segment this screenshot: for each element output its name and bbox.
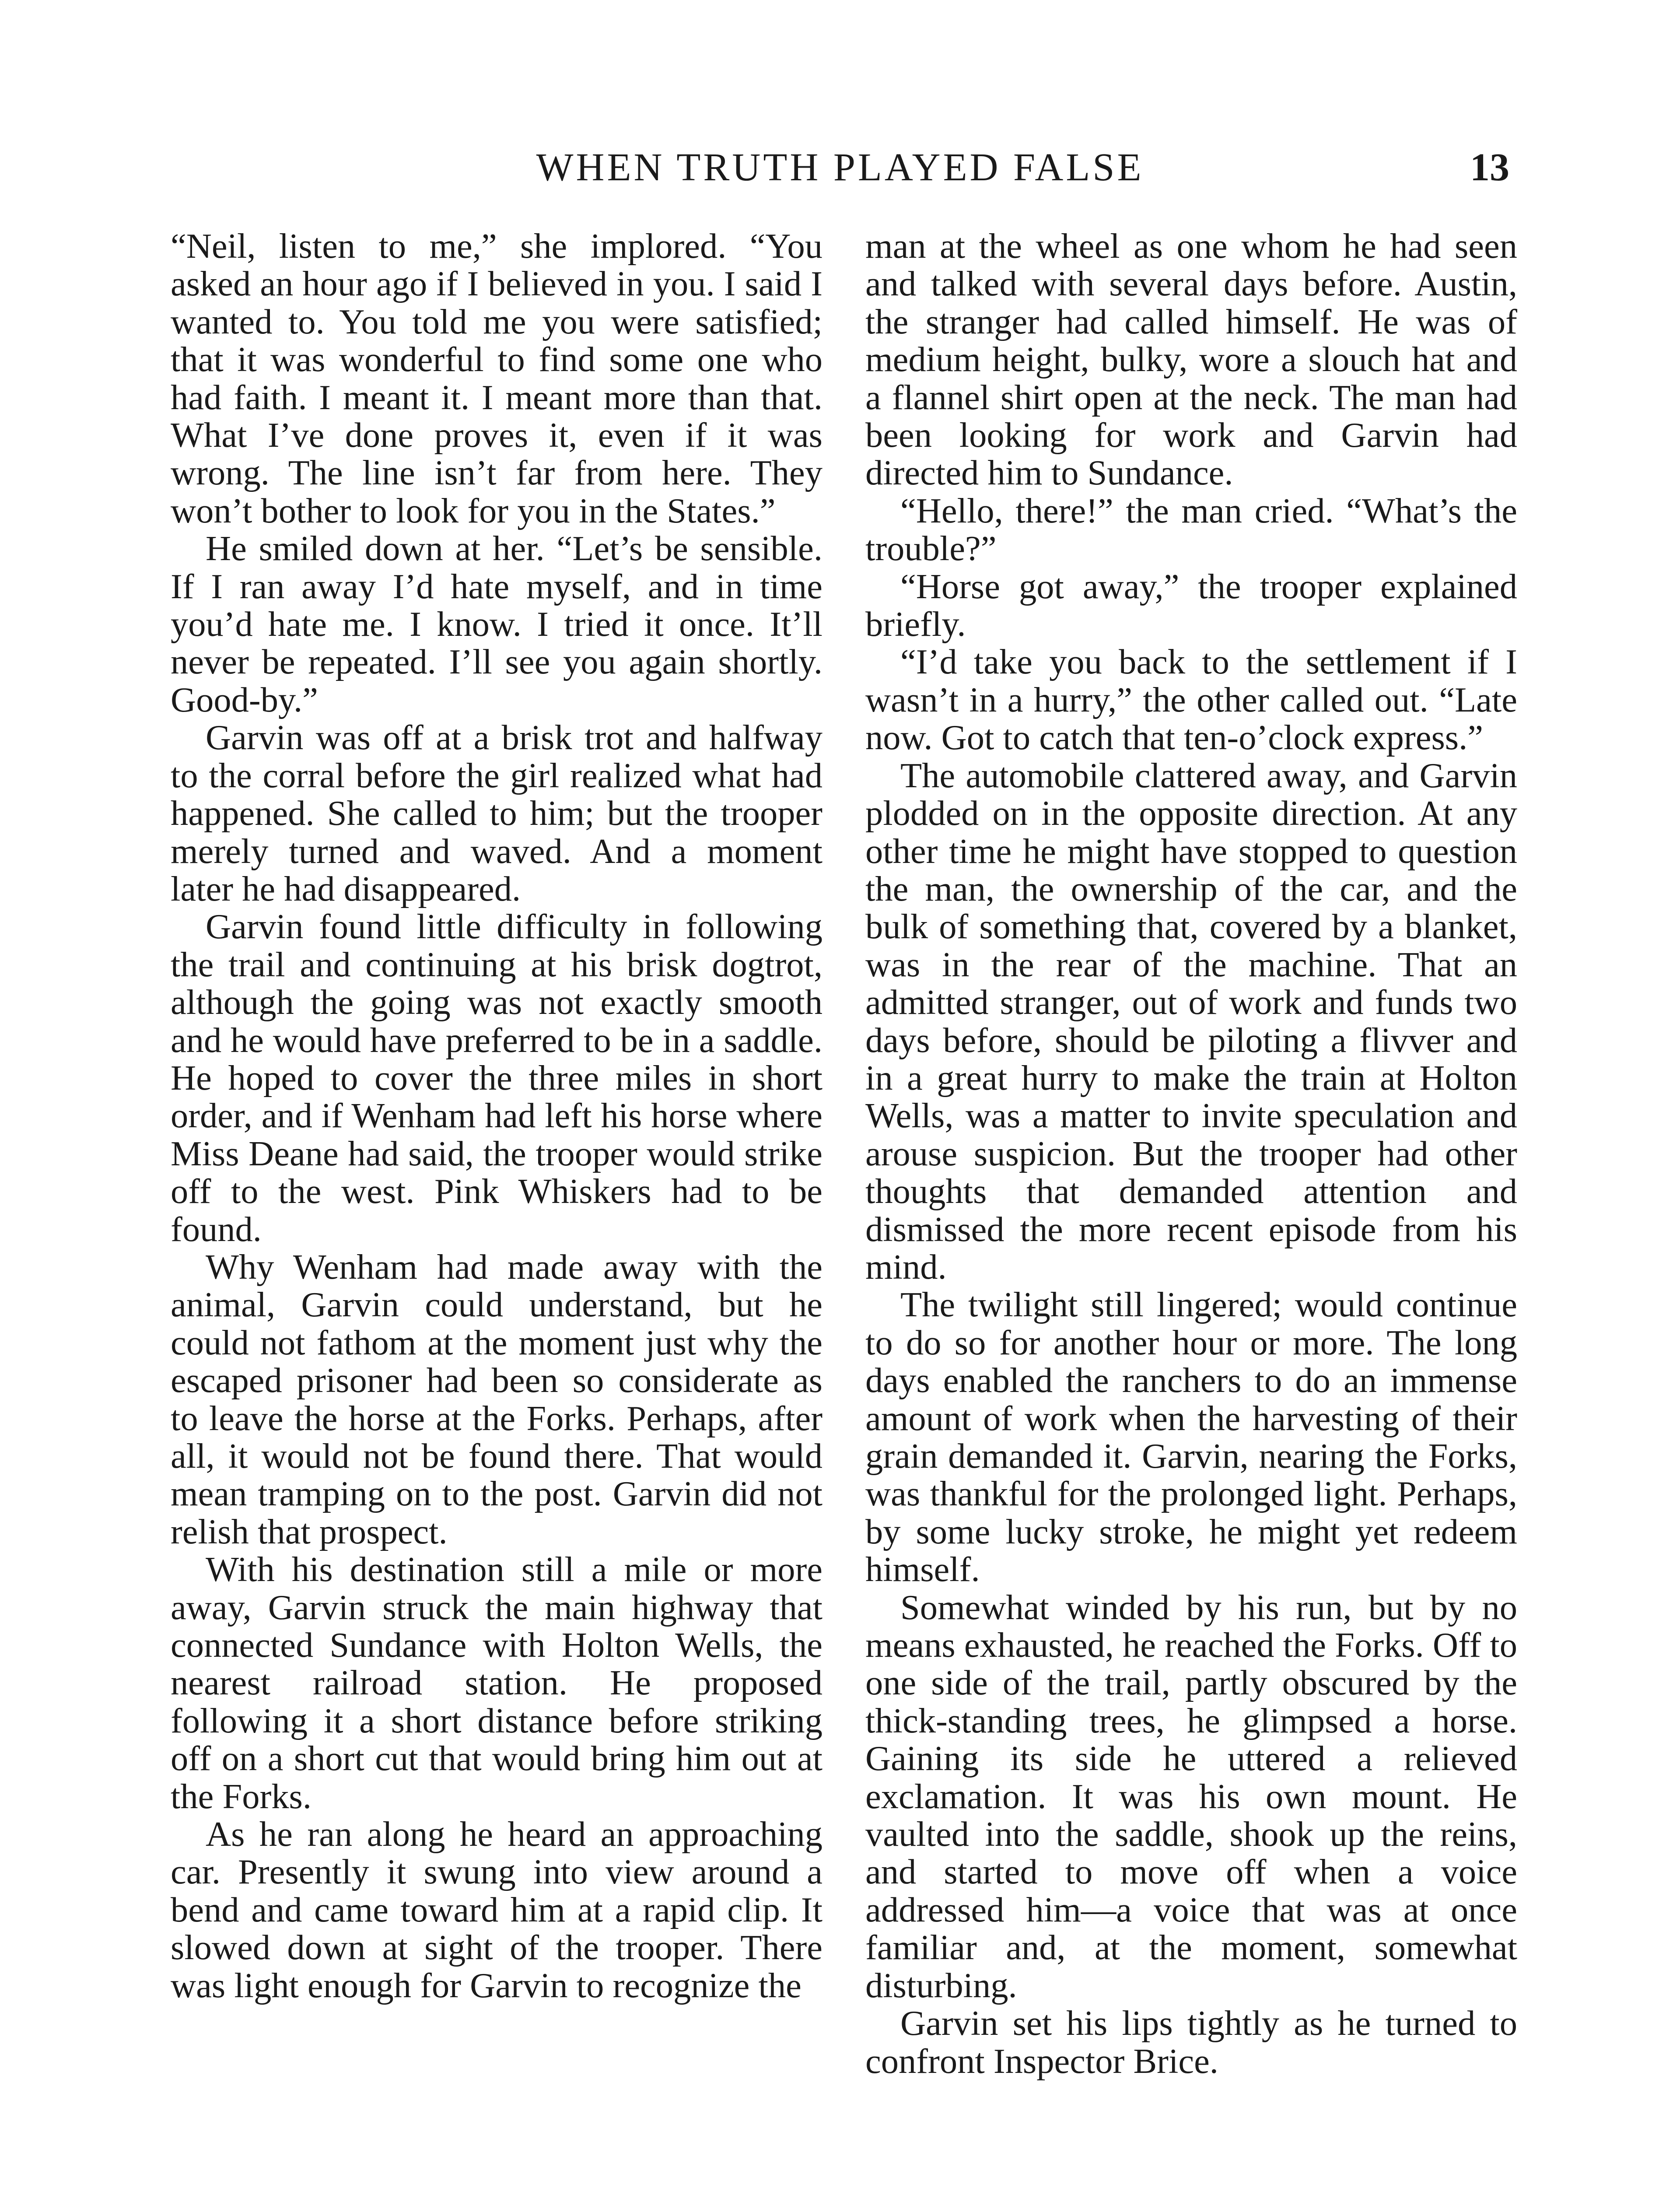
paragraph: With his destination still a mile or more away, Garvin struck the main highway that connected Sundance with Holton Wells, the nearest railroad station. He proposed following it a short distance before striking off on a short cut that would bring him out at the Forks.	[171, 1550, 822, 1816]
paragraph: The automobile clattered away, and Garvin plodded on in the opposite direction. At any other time he might have stopped to question the man, the ownership of the car, and the bulk of something that, covered by a blanket, was in the rear of the machine. That an admitted stranger, out of work and funds two days before, should be piloting a flivver and in a great hurry to make the train at Holton Wells, was a matter to invite speculation and arouse suspicion. But the trooper had other thoughts that demanded attention and dismissed the more recent episode from his mind.	[865, 756, 1517, 1287]
paragraph: “Hello, there!” the man cried. “What’s the trouble?”	[865, 491, 1517, 568]
paragraph: “Neil, listen to me,” she implored. “You asked an hour ago if I believed in you. I said I wanted to. You told me you were satisfied; that it was wonderful to find some one who had faith. I meant it. I meant more than that. What I’ve done proves it, even if it was wrong. The line isn’t far from here. They won’t bother to look for you in the States.”	[171, 227, 822, 530]
paragraph: Garvin found little difficulty in following the trail and continuing at his brisk dogtrot, although the going was not exactly smooth and he would have preferred to be in a saddle. He hoped to cover the three miles in short order, and if Wenham had left his horse where Miss Deane had said, the trooper would strike off to the west. Pink Whiskers had to be found.	[171, 907, 822, 1249]
paragraph: Garvin was off at a brisk trot and halfway to the corral before the girl realized what had happened. She called to him; but the trooper merely turned and waved. And a moment later he had disappeared.	[171, 718, 822, 908]
running-title: WHEN TRUTH PLAYED FALSE	[536, 146, 1144, 189]
paragraph: The twilight still lingered; would continue to do so for another hour or more. The long days enabled the ranchers to do an immense amount of work when the harvesting of their grain demanded it. Garvin, nearing the Forks, was thankful for the prolonged light. Perhaps, by some lucky stroke, he might yet redeem himself.	[865, 1285, 1517, 1589]
left-column	[171, 228, 822, 2005]
paragraph: “I’d take you back to the settlement if I wasn’t in a hurry,” the other called out. “Late now. Got to catch that ten-o’clock express.”	[865, 642, 1517, 757]
right-column	[865, 228, 1517, 2080]
paragraph: man at the wheel as one whom he had seen and talked with several days before. Austin, the stranger had called himself. He was of medium height, bulky, wore a slouch hat and a flannel shirt open at the neck. The man had been looking for work and Garvin had directed him to Sundance.	[865, 227, 1517, 493]
paragraph: As he ran along he heard an approaching car. Presently it swung into view around a bend and came toward him at a rapid clip. It slowed down at sight of the trooper. There was light enough for Garvin to recognize the	[171, 1815, 822, 2005]
paragraph: He smiled down at her. “Let’s be sensible. If I ran away I’d hate myself, and in time you’d hate me. I know. I tried it once. It’ll never be repeated. I’ll see you again shortly. Good-by.”	[171, 529, 822, 719]
paragraph: Garvin set his lips tightly as he turned to confront Inspector Brice.	[865, 2004, 1517, 2081]
page-number: 13	[1470, 146, 1509, 189]
paragraph: Somewhat winded by his run, but by no means exhausted, he reached the Forks. Off to one side of the trail, partly obscured by the thick-standing trees, he glimpsed a horse. Gaining its side he uttered a relieved exclamation. It was his own mount. He vaulted into the saddle, shook up the reins, and started to move off when a voice addressed him—a voice that was at once familiar and, at the moment, somewhat disturbing.	[865, 1588, 1517, 2005]
paragraph: Why Wenham had made away with the animal, Garvin could understand, but he could not fathom at the moment just why the escaped prisoner had been so considerate as to leave the horse at the Forks. Perhaps, after all, it would not be found there. That would mean tramping on to the post. Garvin did not relish that prospect.	[171, 1247, 822, 1551]
page-header	[171, 139, 1509, 196]
paragraph: “Horse got away,” the trooper explained briefly.	[865, 567, 1517, 644]
